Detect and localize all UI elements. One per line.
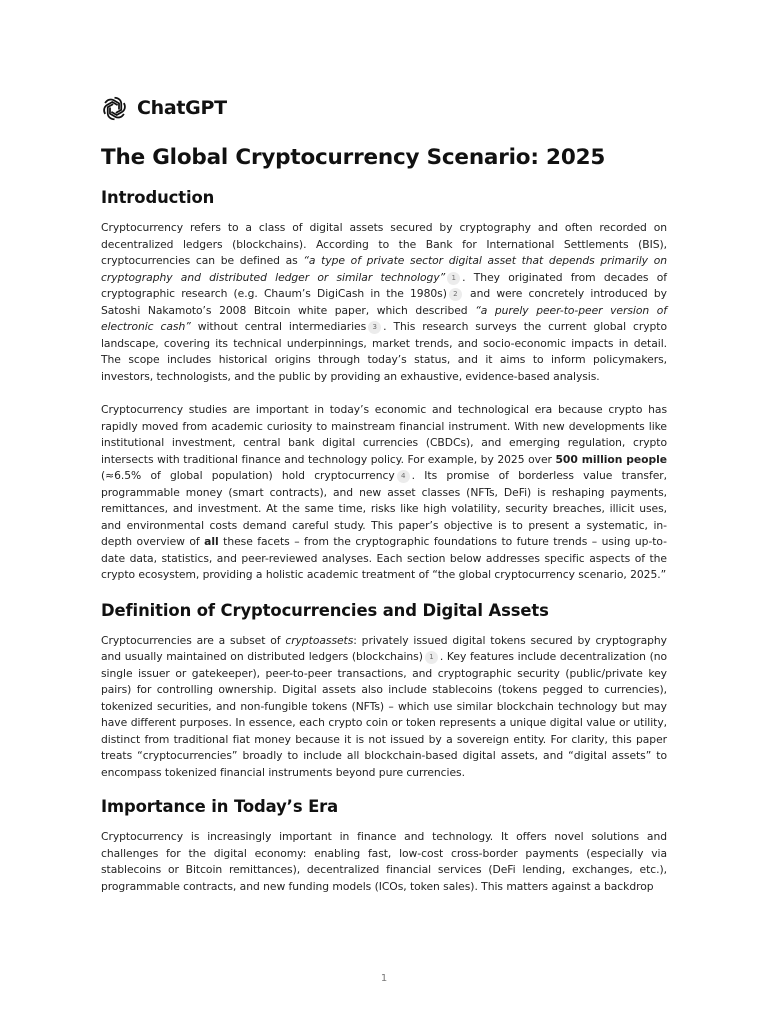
text-run: . Key features include decentralization (no single issuer or gatekeeper), peer-to-peer transactions, and cryptographic security (public/private key pairs) for controlling ownership. Digital assets also include stablecoins (tokens pegged to currencies), tokenized securities, and non-fungible tokens (NFTs) – which use similar blockchain technology but may have different purposes. In essence, each crypto coin or token represents a unique digital value or utility, distinct from traditional fiat money because it is not issued by a sovereign entity. For clarity, this paper treats “cryptocurrencies” broadly to include all blockchain-based digital assets, and “digital assets” to encompass tokenized financial instruments beyond pure currencies. xyxy=(101,650,667,779)
citation-badge[interactable]: 2 xyxy=(449,288,462,301)
paragraph-introduction-2 xyxy=(101,402,667,584)
quote-bitcoin-whitepaper: “a purely peer-to-peer version of electronic cash” xyxy=(101,303,667,333)
openai-logo-icon xyxy=(101,95,128,122)
text-run: without central intermediaries xyxy=(190,320,367,333)
text-run: . They originated from decades of cryptographic research (e.g. Chaum’s DigiCash in the 1980s) xyxy=(101,270,667,300)
paragraph-introduction-1 xyxy=(101,220,667,385)
text-run: (≈6.5% of global population) hold cryptocurrency xyxy=(101,469,395,482)
citation-badge[interactable]: 1 xyxy=(447,272,460,285)
brand-name: ChatGPT xyxy=(137,97,227,119)
text-run: Cryptocurrency is increasingly important in finance and technology. It offers novel solutions and challenges for the digital economy: enabling fast, low-cost cross-border payments (especially via stablecoins or Bitcoin remittances), decentralized financial services (DeFi lending, exchanges, etc.), programmable contracts, and new funding models (ICOs, token sales). This matters against a backdrop xyxy=(101,830,667,893)
text-run: . Its promise of borderless value transfer, programmable money (smart contracts), and new asset classes (NFTs, DeFi) is reshaping payments, remittances, and investment. At the same time, risks like high volatility, security breaches, illicit uses, and environmental costs demand careful study. This paper’s objective is to present a systematic, in-depth overview of xyxy=(101,469,667,548)
document-title: The Global Cryptocurrency Scenario: 2025 xyxy=(101,145,606,170)
citation-badge[interactable]: 1 xyxy=(425,651,438,664)
citation-badge[interactable]: 3 xyxy=(368,321,381,334)
page-number: 1 xyxy=(380,973,388,984)
text-run: and were concretely introduced by Satoshi Nakamoto’s 2008 Bitcoin white paper, which described xyxy=(101,287,667,317)
text-run: Cryptocurrency studies are important in today’s economic and technological era because crypto has rapidly moved from academic curiosity to mainstream financial instrument. With new developments like institutional investment, central bank digital currencies (CBDCs), and emerging regulation, crypto intersects with traditional finance and technology policy. For example, by 2025 over xyxy=(101,403,667,466)
text-run: Cryptocurrency refers to a class of digital assets secured by cryptography and often recorded on decentralized ledgers (blockchains). According to the Bank for International Settlements (BIS), cryptocurrencies can be defined as xyxy=(101,221,667,267)
text-run: . This research surveys the current global crypto landscape, covering its technical underpinnings, market trends, and socio-economic impacts in detail. The scope includes historical origins through today’s status, and it aims to inform policymakers, investors, technologists, and the public by providing an exhaustive, evidence-based analysis. xyxy=(101,320,667,383)
bold-run: 500 million people xyxy=(555,452,667,466)
quote-bis-definition: “a type of private sector digital asset that depends primarily on cryptography and distributed ledger or similar technology” xyxy=(101,254,667,284)
heading-importance: Importance in Today’s Era xyxy=(101,797,339,816)
bold-run: all xyxy=(204,535,219,548)
text-run: these facets – from the cryptographic foundations to future trends – using up-to-date data, statistics, and peer-reviewed analyses. Each section below addresses specific aspects of the crypto ecosystem, providing a holistic academic treatment of “the global cryptocurrency scenario, 2025.” xyxy=(101,535,667,581)
paragraph-definition xyxy=(101,633,667,782)
citation-badge[interactable]: 4 xyxy=(397,470,410,483)
brand-header xyxy=(101,94,667,122)
paragraph-importance xyxy=(101,829,667,895)
heading-definition: Definition of Cryptocurrencies and Digital Assets xyxy=(101,600,549,620)
italic-run: cryptoassets xyxy=(285,633,354,647)
heading-introduction: Introduction xyxy=(101,188,215,207)
document-page xyxy=(101,94,667,895)
text-run: Cryptocurrencies are a subset of xyxy=(101,633,286,647)
text-run: : privately issued digital tokens secured by cryptography and usually maintained on distributed ledgers (blockchains) xyxy=(101,633,667,663)
